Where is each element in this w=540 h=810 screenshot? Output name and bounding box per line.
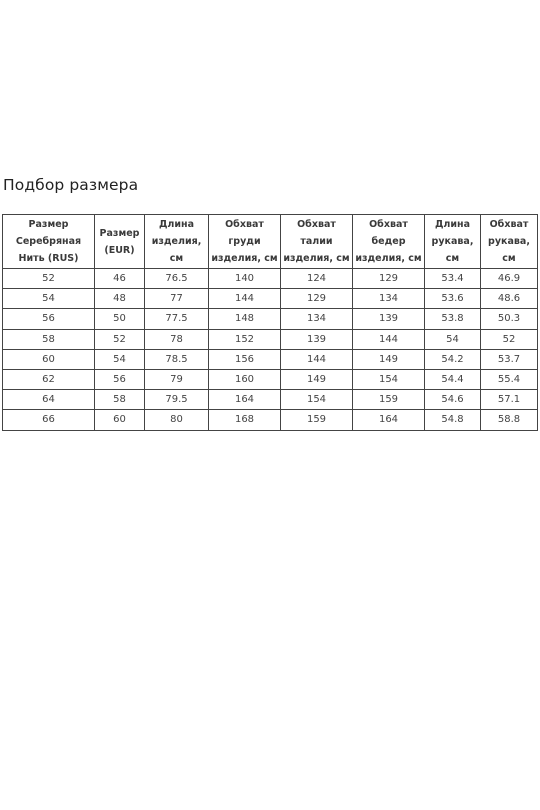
table-cell: 56	[3, 309, 95, 329]
table-cell: 139	[281, 329, 353, 349]
table-cell: 54	[95, 349, 145, 369]
table-cell: 154	[281, 390, 353, 410]
table-cell: 76.5	[145, 269, 209, 289]
table-cell: 54.4	[425, 369, 481, 389]
header-item-length: Длина изделия, см	[145, 215, 209, 269]
table-cell: 58.8	[481, 410, 538, 430]
table-cell: 58	[3, 329, 95, 349]
table-cell: 124	[281, 269, 353, 289]
header-sleeve-length: Длина рукава, см	[425, 215, 481, 269]
table-cell: 66	[3, 410, 95, 430]
table-cell: 50	[95, 309, 145, 329]
table-cell: 50.3	[481, 309, 538, 329]
table-cell: 55.4	[481, 369, 538, 389]
table-cell: 129	[281, 289, 353, 309]
table-cell: 54.2	[425, 349, 481, 369]
table-cell: 77	[145, 289, 209, 309]
table-cell: 144	[353, 329, 425, 349]
table-row	[3, 329, 538, 349]
table-cell: 140	[209, 269, 281, 289]
table-cell: 54.8	[425, 410, 481, 430]
table-cell: 46.9	[481, 269, 538, 289]
table-cell: 58	[95, 390, 145, 410]
table-cell: 149	[353, 349, 425, 369]
table-cell: 53.4	[425, 269, 481, 289]
table-cell: 54	[3, 289, 95, 309]
table-cell: 139	[353, 309, 425, 329]
table-cell: 134	[353, 289, 425, 309]
table-cell: 54	[425, 329, 481, 349]
header-chest-girth: Обхват груди изделия, см	[209, 215, 281, 269]
table-cell: 160	[209, 369, 281, 389]
table-cell: 52	[481, 329, 538, 349]
table-cell: 52	[95, 329, 145, 349]
table-cell: 79.5	[145, 390, 209, 410]
table-cell: 152	[209, 329, 281, 349]
table-header-row	[3, 215, 538, 269]
header-sleeve-girth: Обхват рукава, см	[481, 215, 538, 269]
header-waist-girth: Обхват талии изделия, см	[281, 215, 353, 269]
table-cell: 54.6	[425, 390, 481, 410]
table-cell: 134	[281, 309, 353, 329]
table-cell: 164	[209, 390, 281, 410]
table-cell: 144	[281, 349, 353, 369]
table-cell: 154	[353, 369, 425, 389]
header-hip-girth: Обхват бедер изделия, см	[353, 215, 425, 269]
table-cell: 159	[281, 410, 353, 430]
table-cell: 148	[209, 309, 281, 329]
table-cell: 159	[353, 390, 425, 410]
table-cell: 60	[3, 349, 95, 369]
table-cell: 80	[145, 410, 209, 430]
table-body	[3, 269, 538, 431]
table-cell: 168	[209, 410, 281, 430]
page-title: Подбор размера	[3, 176, 139, 194]
table-cell: 46	[95, 269, 145, 289]
table-row	[3, 269, 538, 289]
table-cell: 77.5	[145, 309, 209, 329]
table-cell: 62	[3, 369, 95, 389]
table-cell: 53.7	[481, 349, 538, 369]
table-cell: 64	[3, 390, 95, 410]
size-chart-table	[2, 214, 538, 431]
table-cell: 56	[95, 369, 145, 389]
table-cell: 48	[95, 289, 145, 309]
table-row	[3, 289, 538, 309]
table-row	[3, 369, 538, 389]
table-cell: 53.8	[425, 309, 481, 329]
table-cell: 48.6	[481, 289, 538, 309]
table-row	[3, 309, 538, 329]
table-row	[3, 349, 538, 369]
header-size-rus: Размер Серебряная Нить (RUS)	[3, 215, 95, 269]
table-cell: 79	[145, 369, 209, 389]
table-cell: 52	[3, 269, 95, 289]
table-cell: 57.1	[481, 390, 538, 410]
table-cell: 129	[353, 269, 425, 289]
table-cell: 78.5	[145, 349, 209, 369]
table-cell: 156	[209, 349, 281, 369]
table-row	[3, 410, 538, 430]
header-size-eur: Размер (EUR)	[95, 215, 145, 269]
table-cell: 60	[95, 410, 145, 430]
table-cell: 78	[145, 329, 209, 349]
table-cell: 164	[353, 410, 425, 430]
table-cell: 149	[281, 369, 353, 389]
table-cell: 144	[209, 289, 281, 309]
table-cell: 53.6	[425, 289, 481, 309]
table-row	[3, 390, 538, 410]
